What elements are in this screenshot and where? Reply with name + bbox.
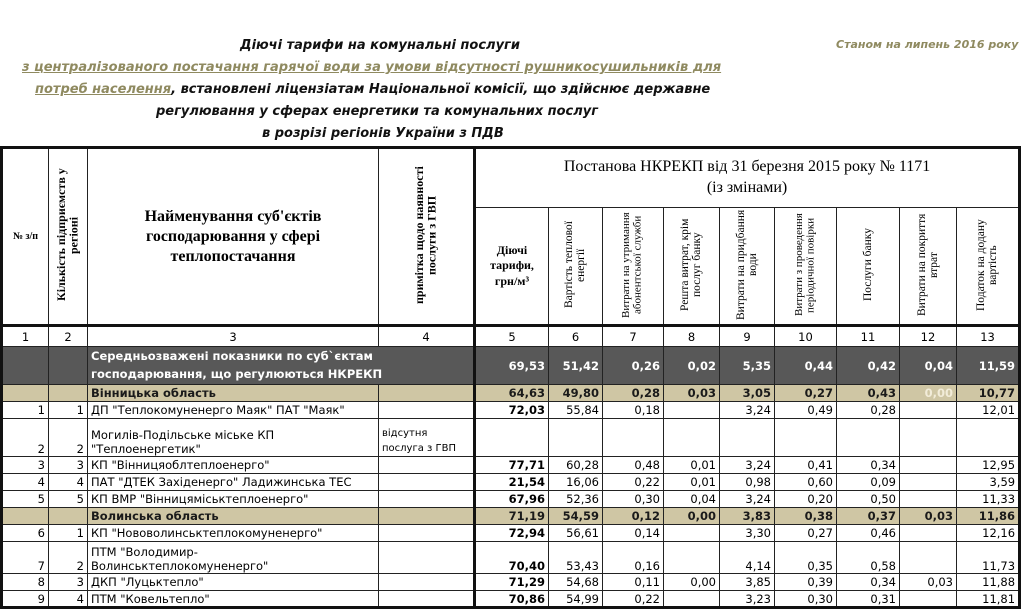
header-resolution: Постанова НКРЕКП від 31 березня 2015 року № 1171 (із змінами): [475, 148, 1020, 208]
row-tariff: [475, 419, 549, 457]
row-no: 3: [2, 457, 49, 474]
table-row: [2, 457, 1020, 474]
row-water-purchase: 3,24: [720, 457, 775, 474]
average-value: 69,53: [475, 347, 549, 385]
row-entity-name: КП "Вінницяоблтеплоенерго": [88, 457, 379, 474]
row-subscriber-service: 0,14: [603, 525, 664, 542]
row-subscriber-service: 0,48: [603, 457, 664, 474]
row-tariff: 70,86: [475, 591, 549, 608]
row-no: 4: [2, 474, 49, 491]
row-heat-cost: 49,80: [549, 385, 603, 402]
row-periodic-check: 0,30: [775, 591, 837, 608]
column-number: 11: [837, 326, 900, 347]
column-number: 13: [957, 326, 1020, 347]
row-subscriber-service: 0,11: [603, 574, 664, 591]
row-bank-services: 0,31: [837, 591, 900, 608]
row-vat: 11,73: [957, 542, 1020, 574]
header-note: примітка щодо наявності послуги з ГВП: [379, 148, 475, 326]
heading-line-3: [35, 82, 710, 97]
row-water-purchase: 0,98: [720, 474, 775, 491]
row-entity-name: ПТМ "Ковельтепло": [88, 591, 379, 608]
row-other-costs: 0,01: [664, 474, 720, 491]
header-bank-services: Послуги банку: [837, 208, 900, 326]
column-number: 1: [2, 326, 49, 347]
average-value: 51,42: [549, 347, 603, 385]
row-tariff: 71,29: [475, 574, 549, 591]
row-count: 5: [49, 491, 88, 508]
row-count: 2: [49, 419, 88, 457]
row-heat-cost: 16,06: [549, 474, 603, 491]
row-entity-name: ПАТ "ДТЕК Західенерго" Ладижинська ТЕС: [88, 474, 379, 491]
row-no: 6: [2, 525, 49, 542]
row-loss-coverage: 0,03: [900, 574, 957, 591]
header-count: Кількість підприємств у регіоні: [49, 148, 88, 326]
row-entity-name: ДП "Теплокомуненерго Маяк" ПАТ "Маяк": [88, 402, 379, 419]
row-note: [379, 491, 475, 508]
row-vat: 12,95: [957, 457, 1020, 474]
average-label: Середньозважені показники по суб`єктам господарювання, що регулюються НКРЕКП: [88, 347, 475, 385]
row-note: [379, 525, 475, 542]
table-row: [2, 474, 1020, 491]
column-number: 9: [720, 326, 775, 347]
row-count: [49, 385, 88, 402]
column-number: 4: [379, 326, 475, 347]
row-periodic-check: 0,35: [775, 542, 837, 574]
row-bank-services: 0,28: [837, 402, 900, 419]
row-note: [379, 474, 475, 491]
row-count: [49, 508, 88, 525]
row-count: 1: [49, 402, 88, 419]
row-other-costs: 0,01: [664, 457, 720, 474]
row-loss-coverage: [900, 542, 957, 574]
row-no: 8: [2, 574, 49, 591]
average-value: 0,26: [603, 347, 664, 385]
row-water-purchase: 3,24: [720, 491, 775, 508]
header-tariff: Діючі тарифи, грн/м³: [475, 208, 549, 326]
row-vat: 11,81: [957, 591, 1020, 608]
row-periodic-check: 0,60: [775, 474, 837, 491]
region-row: [2, 385, 1020, 402]
column-number: 2: [49, 326, 88, 347]
row-subscriber-service: 0,22: [603, 474, 664, 491]
row-vat: 3,59: [957, 474, 1020, 491]
column-number: 7: [603, 326, 664, 347]
column-number: 8: [664, 326, 720, 347]
row-no: 5: [2, 491, 49, 508]
row-count: 1: [49, 525, 88, 542]
row-tariff: 21,54: [475, 474, 549, 491]
row-periodic-check: 0,49: [775, 402, 837, 419]
row-other-costs: [664, 402, 720, 419]
row-no: 9: [2, 591, 49, 608]
row-loss-coverage: 0,03: [900, 508, 957, 525]
row-other-costs: [664, 542, 720, 574]
row-count: 4: [49, 474, 88, 491]
table-row: [2, 525, 1020, 542]
row-note: [379, 402, 475, 419]
heading-link-hot-water[interactable]: з централізованого постачання гарячої води за умови відсутності рушникосушильників для: [22, 60, 722, 75]
row-subscriber-service: 0,22: [603, 591, 664, 608]
row-bank-services: 0,37: [837, 508, 900, 525]
row-loss-coverage: [900, 591, 957, 608]
row-count: 3: [49, 457, 88, 474]
row-loss-coverage: [900, 457, 957, 474]
row-note: [379, 508, 475, 525]
row-vat: 11,33: [957, 491, 1020, 508]
row-entity-name: Волинська область: [88, 508, 379, 525]
column-number: 3: [88, 326, 379, 347]
row-bank-services: 0,58: [837, 542, 900, 574]
header-vat: Податок на додану вартість: [957, 208, 1020, 326]
row-heat-cost: 52,36: [549, 491, 603, 508]
column-number: 5: [475, 326, 549, 347]
row-water-purchase: 3,83: [720, 508, 775, 525]
table-row: [2, 574, 1020, 591]
average-value: 0,42: [837, 347, 900, 385]
header-subscriber-service: Витрати на утримання абонентської служби: [603, 208, 664, 326]
row-heat-cost: [549, 419, 603, 457]
average-value: 0,04: [900, 347, 957, 385]
column-number: 10: [775, 326, 837, 347]
row-water-purchase: [720, 419, 775, 457]
row-periodic-check: 0,38: [775, 508, 837, 525]
row-loss-coverage: 0,00: [900, 385, 957, 402]
row-tariff: 71,19: [475, 508, 549, 525]
row-note: [379, 457, 475, 474]
header-name: Найменування суб'єктів господарювання у сфері теплопостачання: [88, 148, 379, 326]
row-tariff: 64,63: [475, 385, 549, 402]
row-water-purchase: 3,30: [720, 525, 775, 542]
row-bank-services: 0,50: [837, 491, 900, 508]
row-note: [379, 385, 475, 402]
row-vat: 11,86: [957, 508, 1020, 525]
header-no: № з/п: [2, 148, 49, 326]
average-row: [2, 347, 1020, 385]
heading-line-1: Діючі тарифи на комунальні послуги: [240, 38, 520, 53]
row-bank-services: 0,09: [837, 474, 900, 491]
table-row: [2, 591, 1020, 608]
row-bank-services: 0,46: [837, 525, 900, 542]
row-other-costs: 0,04: [664, 491, 720, 508]
row-periodic-check: 0,27: [775, 385, 837, 402]
row-water-purchase: 3,24: [720, 402, 775, 419]
row-bank-services: 0,34: [837, 574, 900, 591]
row-loss-coverage: [900, 402, 957, 419]
table-row: [2, 542, 1020, 574]
row-heat-cost: 55,84: [549, 402, 603, 419]
row-vat: 12,01: [957, 402, 1020, 419]
row-subscriber-service: 0,12: [603, 508, 664, 525]
row-no: 7: [2, 542, 49, 574]
row-heat-cost: 60,28: [549, 457, 603, 474]
row-count: 4: [49, 591, 88, 608]
row-subscriber-service: [603, 419, 664, 457]
row-tariff: 77,71: [475, 457, 549, 474]
column-number: 12: [900, 326, 957, 347]
average-value: 0,02: [664, 347, 720, 385]
row-other-costs: 0,00: [664, 508, 720, 525]
tariffs-table: [0, 146, 1021, 609]
row-tariff: 72,03: [475, 402, 549, 419]
row-note: відсутня послуга з ГВП: [379, 419, 475, 457]
row-loss-coverage: [900, 491, 957, 508]
row-note: [379, 574, 475, 591]
row-no: 2: [2, 419, 49, 457]
row-bank-services: 0,34: [837, 457, 900, 474]
row-note: [379, 542, 475, 574]
average-value: 11,59: [957, 347, 1020, 385]
row-subscriber-service: 0,30: [603, 491, 664, 508]
row-water-purchase: 3,23: [720, 591, 775, 608]
header-water-purchase: Витрати на придбання води: [720, 208, 775, 326]
row-bank-services: 0,43: [837, 385, 900, 402]
row-water-purchase: 3,05: [720, 385, 775, 402]
row-heat-cost: 54,68: [549, 574, 603, 591]
row-vat: [957, 419, 1020, 457]
average-value: 0,44: [775, 347, 837, 385]
row-periodic-check: 0,20: [775, 491, 837, 508]
row-heat-cost: 56,61: [549, 525, 603, 542]
row-entity-name: ДКП "Луцьктепло": [88, 574, 379, 591]
row-subscriber-service: 0,28: [603, 385, 664, 402]
heading-line-3-rest: , встановлені ліцензіатам Національної комісії, що здійснює державне: [171, 82, 711, 97]
row-tariff: 72,94: [475, 525, 549, 542]
row-heat-cost: 54,59: [549, 508, 603, 525]
row-heat-cost: 53,43: [549, 542, 603, 574]
row-water-purchase: 3,85: [720, 574, 775, 591]
row-vat: 11,88: [957, 574, 1020, 591]
table-row: [2, 491, 1020, 508]
row-other-costs: [664, 525, 720, 542]
header-loss-coverage: Витрати на покриття втрат: [900, 208, 957, 326]
row-entity-name: ПТМ "Володимир-Волинськтеплокомуненерго": [88, 542, 379, 574]
heading-link-population-needs[interactable]: потреб населення: [35, 82, 172, 97]
as-of-date: Станом на липень 2016 року: [836, 38, 1019, 51]
row-other-costs: 0,03: [664, 385, 720, 402]
row-count: 2: [49, 542, 88, 574]
row-loss-coverage: [900, 474, 957, 491]
row-loss-coverage: [900, 525, 957, 542]
header-other-costs: Решта витрат, крім послуг банку: [664, 208, 720, 326]
row-periodic-check: 0,41: [775, 457, 837, 474]
row-entity-name: КП "Нововолинськтеплокомуненерго": [88, 525, 379, 542]
row-vat: 10,77: [957, 385, 1020, 402]
header-periodic-check: Витрати з проведення періодичної повірки: [775, 208, 837, 326]
row-periodic-check: [775, 419, 837, 457]
row-subscriber-service: 0,18: [603, 402, 664, 419]
row-entity-name: Вінницька область: [88, 385, 379, 402]
row-no: [2, 508, 49, 525]
table-row: [2, 419, 1020, 457]
row-other-costs: [664, 419, 720, 457]
row-water-purchase: 4,14: [720, 542, 775, 574]
row-other-costs: [664, 591, 720, 608]
table-row: [2, 402, 1020, 419]
row-periodic-check: 0,27: [775, 525, 837, 542]
row-note: [379, 591, 475, 608]
row-entity-name: КП ВМР "Вінницяміськтеплоенерго": [88, 491, 379, 508]
row-bank-services: [837, 419, 900, 457]
row-periodic-check: 0,39: [775, 574, 837, 591]
row-loss-coverage: [900, 419, 957, 457]
row-vat: 12,16: [957, 525, 1020, 542]
row-other-costs: 0,00: [664, 574, 720, 591]
row-entity-name: Могилів-Подільське міське КП "Теплоенергетик": [88, 419, 379, 457]
heading-line-5: в розрізі регіонів України з ПДВ: [262, 126, 504, 141]
column-number: 6: [549, 326, 603, 347]
row-heat-cost: 54,99: [549, 591, 603, 608]
column-number-row: [2, 326, 1020, 347]
average-no: [2, 347, 49, 385]
row-no: [2, 385, 49, 402]
row-tariff: 67,96: [475, 491, 549, 508]
region-row: [2, 508, 1020, 525]
heading-line-4: регулювання у сферах енергетики та комунальних послуг: [156, 104, 599, 119]
row-subscriber-service: 0,16: [603, 542, 664, 574]
average-count: [49, 347, 88, 385]
row-no: 1: [2, 402, 49, 419]
header-heat-cost: Вартість теплової енергії: [549, 208, 603, 326]
row-count: 3: [49, 574, 88, 591]
average-value: 5,35: [720, 347, 775, 385]
row-tariff: 70,40: [475, 542, 549, 574]
